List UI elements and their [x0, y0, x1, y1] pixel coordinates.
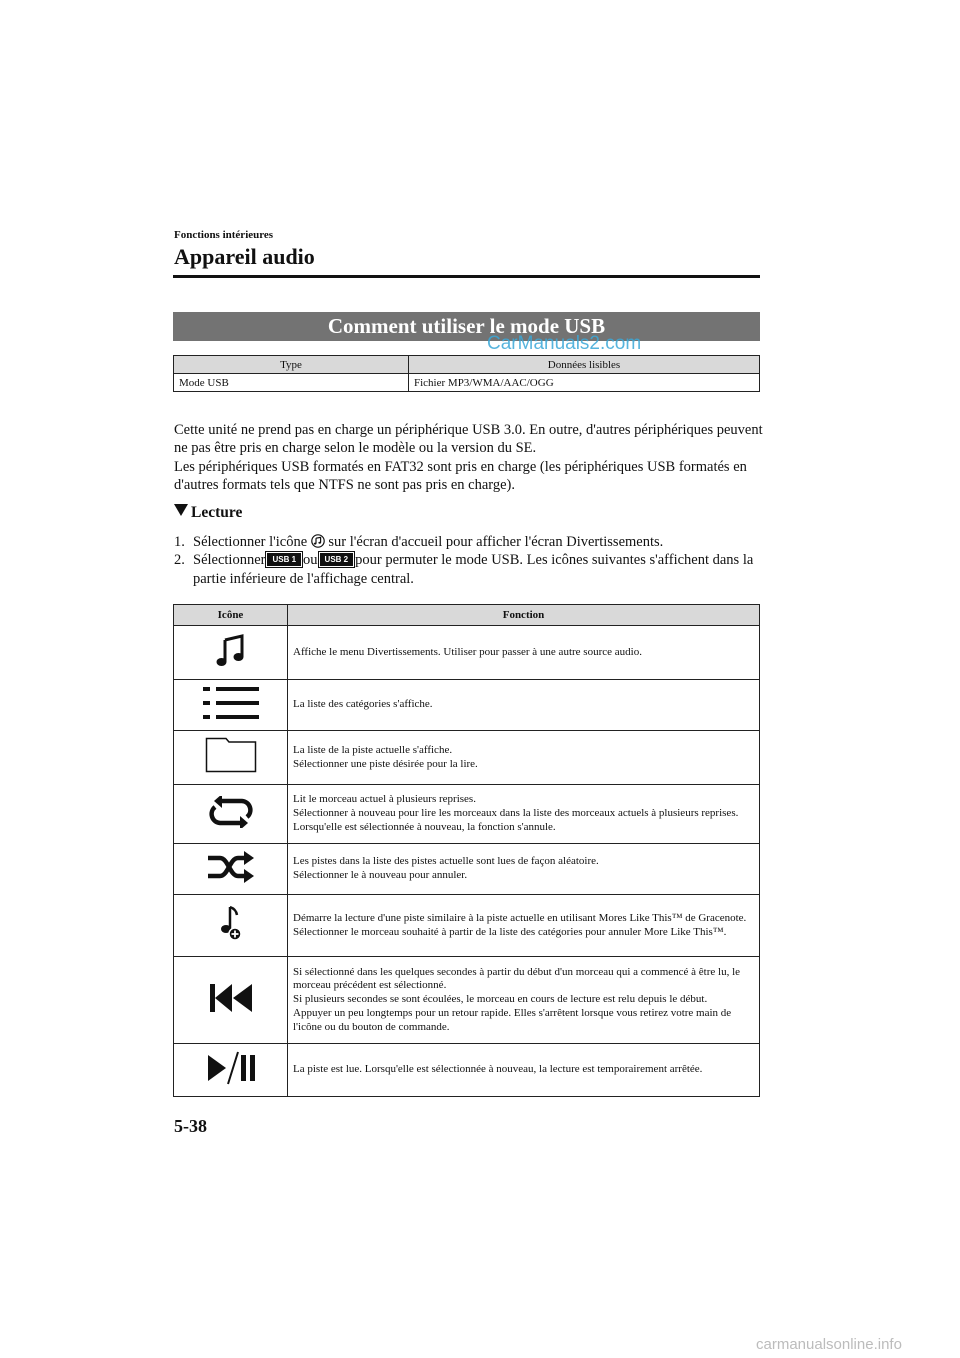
step-text: sur l'écran d'accueil pour afficher l'écran Divertissements.	[328, 534, 664, 550]
function-text: Sélectionner le à nouveau pour annuler.	[293, 869, 468, 881]
play-pause-icon	[206, 1051, 256, 1085]
lecture-heading	[174, 504, 242, 522]
function-text: Si sélectionné dans les quelques secondes à partir du début d'un morceau qui a commencé à être lu, le morceau précédent est sélectionné.	[293, 965, 741, 992]
chapter-title: Appareil audio	[174, 244, 315, 269]
footer-watermark: carmanualsonline.info	[756, 1336, 902, 1353]
intro-paragraph: Cette unité ne prend pas en charge un périphérique USB 3.0. En outre, d'autres périphériques peuvent ne pas être pris en charge selon le modèle ou la version du SE.	[174, 422, 763, 457]
icon-table	[173, 604, 760, 1097]
icon-header: Icône	[174, 605, 288, 626]
intro-text	[174, 421, 764, 494]
function-text: Lorsqu'elle est sélectionnée à nouveau, la fonction s'annule.	[293, 820, 556, 833]
lecture-title: Lecture	[191, 504, 243, 521]
section-label: Fonctions intérieures	[174, 229, 274, 241]
step-1	[174, 533, 764, 551]
category-list-icon	[202, 686, 260, 720]
table-row	[174, 785, 760, 844]
function-text: La liste des catégories s'affiche.	[293, 698, 433, 711]
step-text: Sélectionner l'icône	[193, 534, 308, 550]
table-row	[174, 895, 760, 957]
table-row	[174, 731, 760, 785]
type-table	[173, 355, 760, 392]
function-text: La liste de la piste actuelle s'affiche.	[293, 743, 453, 756]
step-number: 2.	[174, 552, 185, 569]
step-2	[174, 551, 764, 588]
table-row	[174, 374, 760, 392]
function-text: Si plusieurs secondes se sont écoulées, le morceau en cours de lecture est relu depuis le début.	[293, 993, 708, 1006]
function-text: La piste est lue. Lorsqu'elle est sélectionnée à nouveau, la lecture est temporairement arrêtée.	[293, 1063, 703, 1076]
function-text: Sélectionner à nouveau pour lire les morceaux dans la liste des morceaux actuels à plusieurs reprises.	[293, 807, 739, 820]
page-number: 5-38	[174, 1116, 207, 1136]
header-rule	[173, 275, 760, 278]
function-text: Les pistes dans la liste des pistes actuelle sont lues de façon aléatoire.	[293, 855, 599, 868]
function-text: Sélectionner une piste désirée pour la lire.	[293, 757, 478, 770]
data-cell: Fichier MP3/WMA/AAC/OGG	[409, 374, 760, 392]
table-row	[174, 1044, 760, 1097]
shuffle-icon	[206, 851, 256, 883]
usb1-badge: USB 1	[267, 553, 301, 566]
more-like-this-icon	[219, 905, 243, 941]
data-header: Données lisibles	[409, 356, 760, 374]
repeat-icon	[208, 796, 254, 828]
type-header: Type	[174, 356, 409, 374]
table-row	[174, 626, 760, 680]
type-cell: Mode USB	[174, 374, 409, 392]
table-row	[174, 957, 760, 1044]
skip-back-icon	[209, 983, 253, 1013]
function-text: Lit le morceau actuel à plusieurs reprises.	[293, 793, 476, 806]
entertainment-icon	[311, 534, 325, 548]
steps-list	[174, 533, 764, 588]
music-note-icon	[215, 633, 247, 667]
step-text: ou	[303, 552, 318, 569]
function-text: Démarre la lecture d'une piste similaire à la piste actuelle en utilisant Mores Like This™ de Gracenote.	[293, 911, 747, 924]
step-number: 1.	[174, 534, 185, 550]
watermark: CarManuals2.com	[487, 333, 642, 354]
function-text: Affiche le menu Divertissements. Utiliser pour passer à une autre source audio.	[293, 645, 642, 658]
step-text: pour permuter le mode USB. Les icônes suivantes s'affichent dans la partie inférieure de l'affichage central.	[193, 552, 754, 587]
step-text: Sélectionner	[193, 552, 266, 569]
intro-paragraph: Les périphériques USB formatés en FAT32 sont pris en charge (les périphériques USB formatés en d'autres formats tels que NTFS ne sont pas pris en charge).	[174, 458, 747, 493]
section-banner: Comment utiliser le mode USB	[173, 312, 760, 341]
folder-icon	[205, 737, 257, 773]
table-row	[174, 680, 760, 731]
function-text: Appuyer un peu longtemps pour un retour rapide. Elles s'arrêtent lorsque vous retirez votre main de l'icône ou du bouton de commande.	[293, 1006, 732, 1033]
usb2-badge: USB 2	[320, 553, 354, 566]
triangle-icon	[174, 504, 188, 516]
function-header: Fonction	[288, 605, 760, 626]
table-row	[174, 844, 760, 895]
function-text: Sélectionner le morceau souhaité à partir de la liste des catégories pour annuler More Like This™.	[293, 925, 727, 938]
